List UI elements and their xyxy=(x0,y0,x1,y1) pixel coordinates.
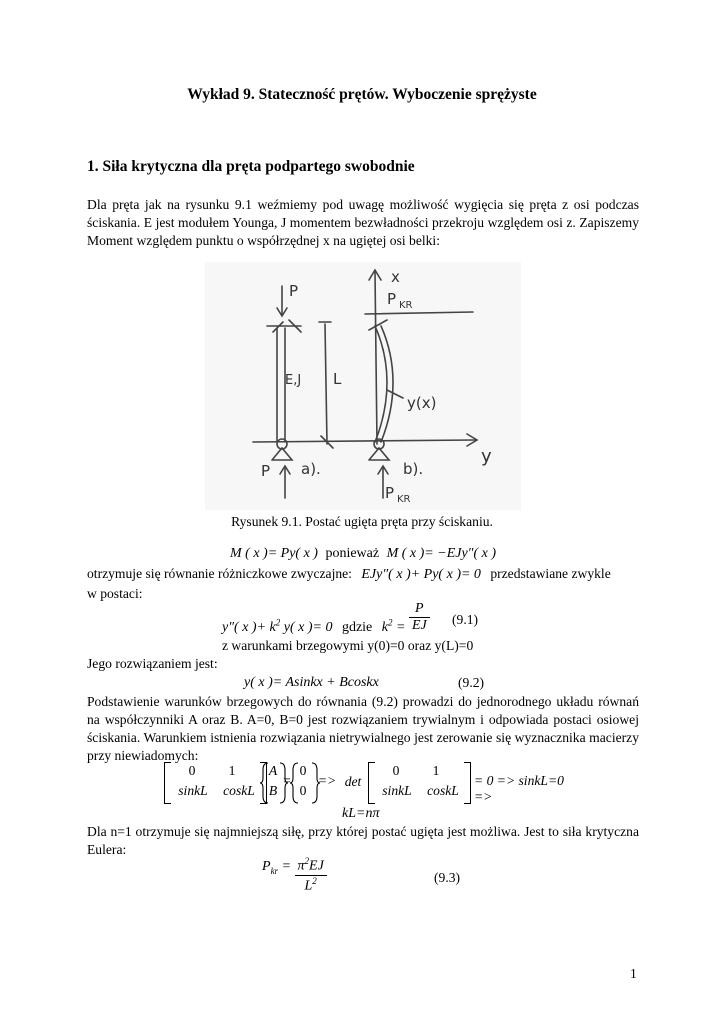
equation-kl-npi: kL=nπ xyxy=(342,806,380,821)
matrix-m12: 1 xyxy=(228,763,236,778)
equation-moment-rhs: M ( x )= −EJy″( x ) xyxy=(386,546,497,561)
det-label: det xyxy=(344,774,362,789)
vector-brace-left xyxy=(260,763,268,803)
label-p-top: P xyxy=(289,282,299,300)
diff-eq-text-1: otrzymuje się równanie różniczkowe zwyczajne: xyxy=(87,566,352,581)
vector-braces xyxy=(260,762,320,804)
eq93-label: (9.3) xyxy=(434,870,461,885)
vector-brace-right xyxy=(280,763,288,803)
eq91-lhs2: y( x )= 0 xyxy=(280,619,333,635)
label-b: b). xyxy=(403,460,424,478)
rhs-brace-left xyxy=(290,763,298,803)
eq93-sub: kr xyxy=(270,866,279,877)
intro-paragraph: Dla pręta jak na rysunku 9.1 weźmiemy pod uwagę możliwość wygięcia się pręta z osi podczas ściskania. E jest modułem Younga, J momentem bezwładności przekroju względem osi z. Zapiszemy Moment względem punktu o współrzędnej x na ugiętej osi belki: xyxy=(87,197,639,248)
vector-b: B xyxy=(268,783,278,798)
eq93-l: L xyxy=(304,878,313,894)
eq92-label: (9.2) xyxy=(458,675,485,690)
euler-paragraph: Dla n=1 otrzymuje się najmniejszą siłę, przy której postać ugięta jest możliwa. Jest to siła krytyczna Eulera: xyxy=(87,824,639,857)
eq91-denominator: EJ xyxy=(411,618,427,633)
boundary-text: z warunkami brzegowymi y(0)=0 oraz y(L)=0 xyxy=(222,638,474,653)
eq91-numerator: P xyxy=(409,601,430,618)
vector-a: A xyxy=(268,763,278,778)
figure-caption: Rysunek 9.1. Postać ugięta pręta przy ściskaniu. xyxy=(231,514,493,529)
equation-9-2: y( x )= Asinkx + Bcoskx xyxy=(244,675,379,690)
label-ej: E,J xyxy=(285,373,302,388)
label-y-axis: y xyxy=(481,446,492,467)
matrix-m21: sinkL xyxy=(178,783,208,798)
label-pkr-bottom: P xyxy=(385,484,395,502)
label-kr-bottom: KR xyxy=(397,494,411,505)
section-heading: 1. Siła krytyczna dla pręta podpartego swobodnie xyxy=(87,158,415,175)
eq93-p: P xyxy=(262,859,271,875)
matrix-m22: coskL xyxy=(223,783,255,798)
label-x-axis: x xyxy=(391,268,400,286)
equation-moment xyxy=(230,546,496,562)
eq93-eqs: = xyxy=(278,859,292,875)
eq93-l-sup: 2 xyxy=(312,875,317,886)
rhs-0-b: 0 xyxy=(299,783,307,798)
equation-9-3 xyxy=(262,856,327,894)
eq91-gdzie: gdzie xyxy=(341,619,373,635)
matrix-m11: 0 xyxy=(188,763,196,778)
equation-moment-lhs: M ( x )= Py( x ) xyxy=(230,546,318,561)
label-p-bottom: P xyxy=(261,462,271,480)
det-m21: sinkL xyxy=(382,783,412,798)
diff-eq-text-2: przedstawiane zwykle xyxy=(490,566,611,581)
det-m11: 0 xyxy=(392,763,400,778)
document-title: Wykład 9. Stateczność prętów. Wyboczenie sprężyste xyxy=(187,86,537,103)
diff-eq-line xyxy=(87,566,611,583)
eq91-ksup: 2 xyxy=(388,617,393,628)
substitution-paragraph: Podstawienie warunków brzegowych do równania (9.2) prowadzi do jednorodnego układu równań na współczynniki A oraz B. A=0, B=0 jest rozwiązaniem trywialnym i odpowiada postaci osiowej ściskania. Warunkiem istnienia rozwiązania nietrywialnego jest zerowanie się wyznacznika macierzy przy niewiadomych: xyxy=(87,694,639,763)
label-y-of-x: y(x) xyxy=(407,394,437,412)
eq91-k: k xyxy=(381,619,388,635)
solution-text: Jego rozwiązaniem jest: xyxy=(87,656,218,671)
eq93-ej: EJ xyxy=(309,858,324,874)
det-m22: coskL xyxy=(427,783,459,798)
matrix-equals: = xyxy=(283,773,291,788)
det-bracket-right xyxy=(464,762,471,804)
equation-moment-word: ponieważ xyxy=(325,546,380,561)
eq91-sup: 2 xyxy=(275,617,281,628)
eq93-pi: π xyxy=(297,858,305,874)
label-kr-top: KR xyxy=(399,300,413,311)
det-m12: 1 xyxy=(432,763,440,778)
postaci-text: w postaci: xyxy=(87,586,143,601)
rhs-0-a: 0 xyxy=(299,763,307,778)
diff-eq-expression: EJy″( x )+ Py( x )= 0 xyxy=(361,567,481,582)
matrix-equation xyxy=(160,762,580,804)
page-number: 1 xyxy=(630,966,637,981)
eq91-lhs: y″( x )+ k xyxy=(222,619,276,635)
label-a: a). xyxy=(301,460,321,478)
implies-arrow-1: => xyxy=(317,773,337,788)
figure-9-1 xyxy=(205,262,521,510)
figure-background xyxy=(205,262,521,510)
eq93-pi-sup: 2 xyxy=(304,856,310,866)
label-pkr-top: P xyxy=(387,290,397,308)
label-length: L xyxy=(333,370,342,388)
det-result: = 0 => sinkL=0 => xyxy=(474,773,564,804)
equation-9-1 xyxy=(222,601,430,634)
eq91-label: (9.1) xyxy=(452,612,479,627)
rhs-brace-right xyxy=(312,763,320,803)
eq91-eqs: = xyxy=(392,619,406,635)
